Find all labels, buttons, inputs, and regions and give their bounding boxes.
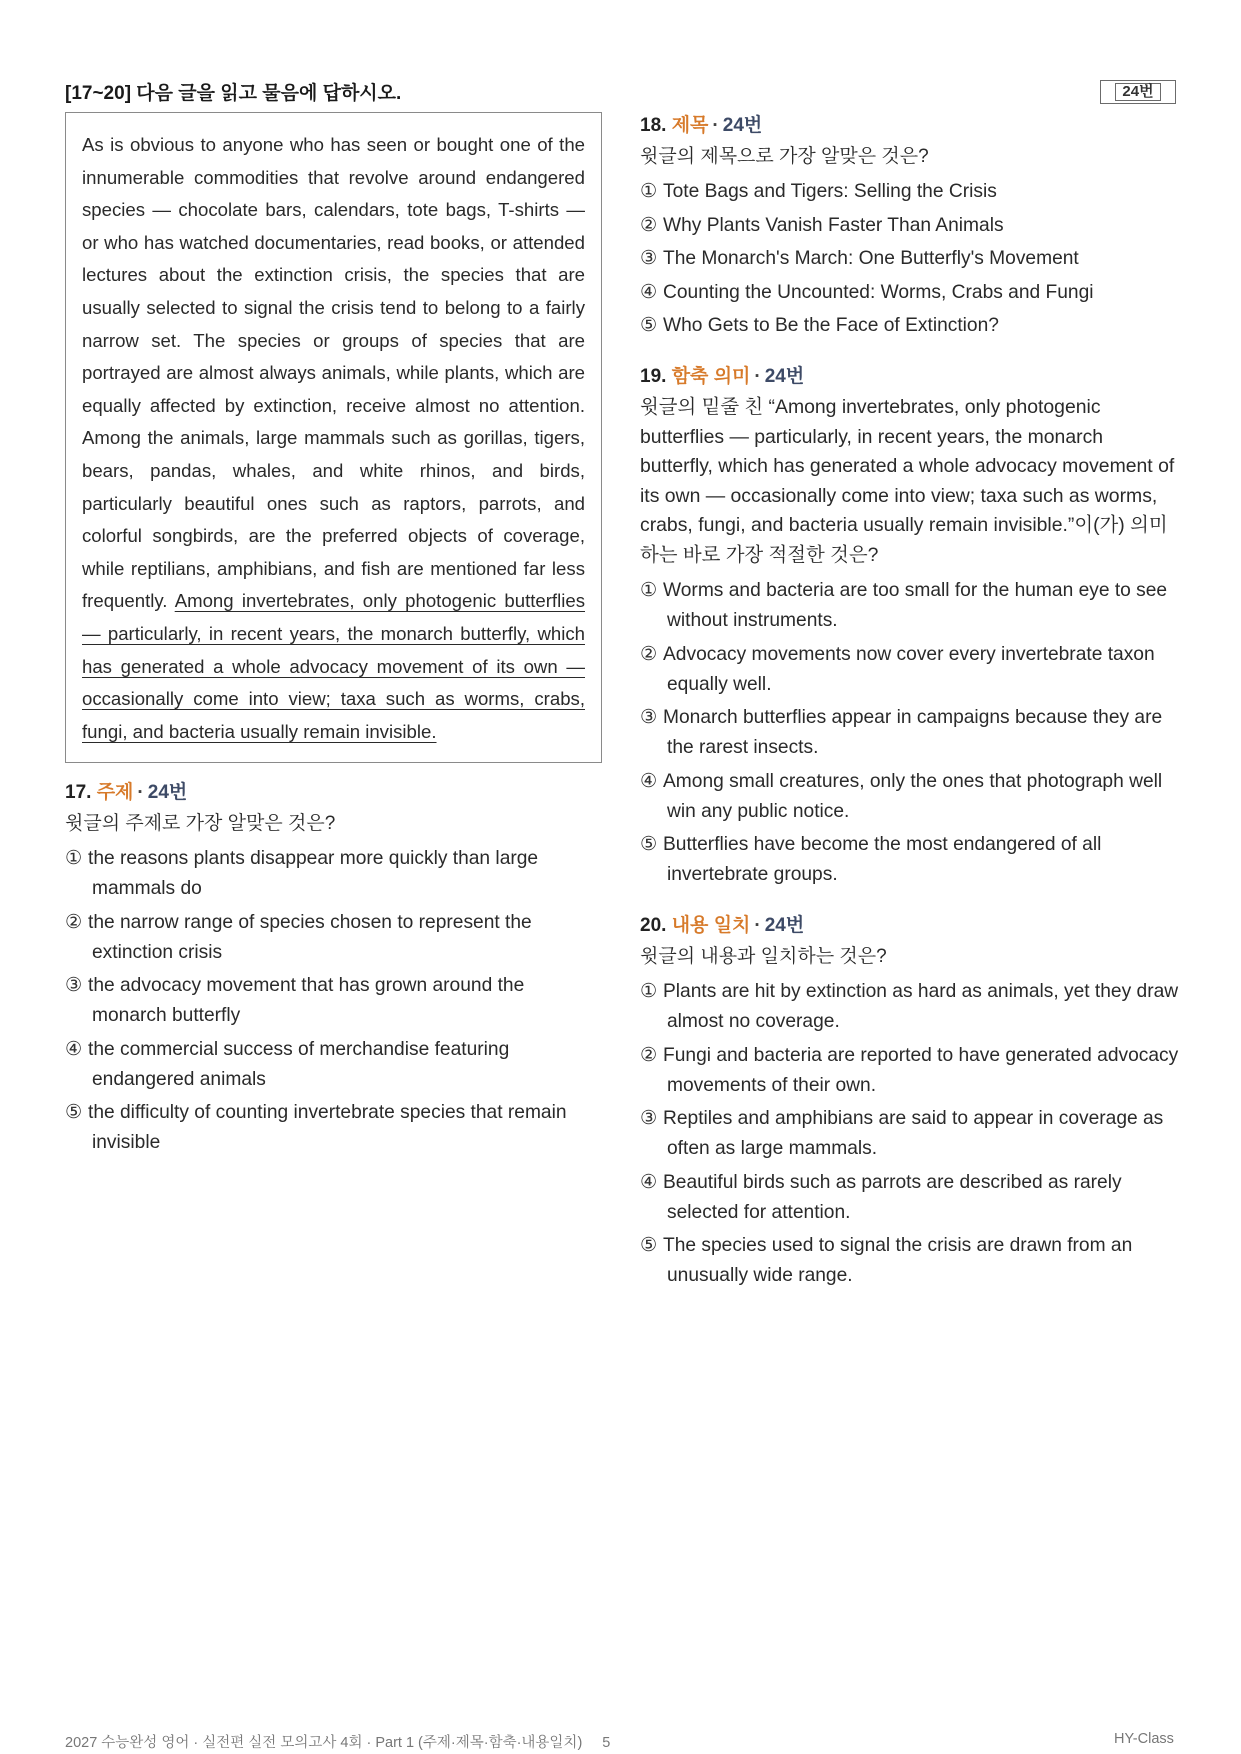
question-type: 주제: [96, 782, 134, 804]
option-text: the narrow range of species chosen to represent the extinction crisis: [88, 911, 532, 963]
question-prompt: 윗글의 내용과 일치하는 것은?: [640, 946, 887, 967]
option-2[interactable]: [640, 211, 1180, 241]
page-number: 5: [602, 1735, 611, 1751]
option-list: [65, 844, 602, 1158]
option-3[interactable]: [640, 703, 1180, 763]
option-text: the advocacy movement that has grown around the monarch butterfly: [88, 975, 525, 1027]
option-1[interactable]: [65, 844, 602, 904]
separator-dot: ·: [754, 366, 761, 387]
option-mark: ③: [640, 1108, 658, 1129]
option-text: Among small creatures, only the ones that photograph well win any public notice.: [663, 770, 1163, 822]
option-text: Counting the Uncounted: Worms, Crabs and Fungi: [663, 281, 1094, 303]
option-mark: ⑤: [640, 1235, 658, 1256]
separator-dot: ·: [712, 115, 719, 136]
option-5[interactable]: [640, 830, 1180, 890]
option-mark: ③: [640, 707, 658, 728]
question-number: 18.: [640, 115, 667, 136]
option-1[interactable]: [640, 576, 1180, 636]
option-list: [640, 977, 1180, 1291]
option-mark: ③: [640, 248, 658, 269]
option-mark: ③: [65, 975, 83, 997]
question-18: [640, 112, 1180, 341]
passage-underlined-sentence: Among invertebrates, only photogenic butterflies — particularly, in recent years, the monarch butterfly, which has generated a whole advocacy movement of its own — occasionally come into view; taxa such as worms, crabs, fungi, and bacteria usually remain invisible.: [82, 590, 585, 742]
question-tag-label: 24번: [1115, 83, 1160, 101]
left-column: [65, 112, 602, 1162]
option-5[interactable]: [65, 1098, 602, 1158]
option-list: [640, 177, 1180, 341]
question-type: 제목: [671, 115, 709, 136]
option-mark: ②: [640, 214, 658, 236]
option-text: the commercial success of merchandise featuring endangered animals: [88, 1038, 510, 1090]
option-5[interactable]: [640, 311, 1180, 341]
question-20: [640, 912, 1180, 1291]
reading-passage: [65, 112, 602, 763]
option-text: Fungi and bacteria are reported to have generated advocacy movements of their own.: [663, 1044, 1179, 1096]
option-mark: ①: [640, 580, 658, 601]
question-prompt: 윗글의 밑줄 친 “Among invertebrates, only photogenic butterflies — particularly, in recent years, the monarch butterfly, which has generated a whole advocacy movement of its own — occasionally come into view; taxa such as worms, crabs, fungi, and bacteria usually remain invisible.”이(가) 의미하는 바로 가장 적절한 것은?: [640, 396, 1175, 566]
option-1[interactable]: [640, 977, 1180, 1037]
question-code: 24번: [764, 366, 805, 387]
option-mark: ⑤: [640, 834, 658, 855]
option-text: Who Gets to Be the Face of Extinction?: [663, 315, 999, 336]
option-text: the difficulty of counting invertebrate species that remain invisible: [88, 1102, 567, 1154]
option-text: Beautiful birds such as parrots are described as rarely selected for attention.: [663, 1171, 1122, 1223]
option-text: Worms and bacteria are too small for the human eye to see without instruments.: [663, 580, 1168, 631]
option-mark: ④: [640, 770, 658, 792]
footer-title: 2027 수능완성 영어 · 실전편 실전 모의고사 4회 · Part 1 (주제·제목·함축·내용일치): [65, 1735, 583, 1751]
question-19: [640, 363, 1180, 890]
section-instruction: [17~20] 다음 글을 읽고 물음에 답하시오.: [65, 83, 402, 104]
question-title: [640, 363, 1180, 391]
question-code: 24번: [722, 115, 763, 136]
passage-text: As is obvious to anyone who has seen or bought one of the innumerable commodities that revolve around endangered species — chocolate bars, calendars, tote bags, T-shirts — or who has watched documentaries, read books, or attended lectures about the extinction crisis, the species that are usually selected to signal the crisis tend to belong to a fairly narrow set. The species or groups of species that are portrayed are almost always animals, while plants, which are equally affected by extinction, receive almost no attention. Among the animals, large mammals such as gorillas, tigers, bears, pandas, whales, and white rhinos, and birds, particularly beautiful ones such as raptors, parrots, and colorful songbirds, are the preferred objects of coverage, while reptilians, amphibians, and fish are mentioned far less frequently.: [82, 134, 585, 612]
option-5[interactable]: [640, 1231, 1180, 1291]
question-prompt: 윗글의 주제로 가장 알맞은 것은?: [65, 813, 336, 835]
option-2[interactable]: [640, 640, 1180, 700]
option-text: Plants are hit by extinction as hard as animals, yet they draw almost no coverage.: [663, 981, 1179, 1032]
question-title: [65, 779, 602, 807]
question-type: 내용 일치: [671, 915, 751, 936]
option-list: [640, 576, 1180, 890]
footer-info: [65, 1731, 610, 1752]
question-number: 17.: [65, 782, 92, 804]
question-tag: [1100, 80, 1176, 104]
option-3[interactable]: [640, 244, 1180, 274]
option-text: The species used to signal the crisis are drawn from an unusually wide range.: [663, 1235, 1133, 1286]
option-3[interactable]: [640, 1104, 1180, 1164]
option-mark: ④: [640, 1171, 658, 1193]
option-text: the reasons plants disappear more quickly than large mammals do: [88, 848, 539, 900]
option-4[interactable]: [640, 1168, 1180, 1228]
separator-dot: ·: [754, 915, 761, 936]
option-mark: ④: [65, 1038, 83, 1060]
option-mark: ④: [640, 281, 658, 303]
option-mark: ②: [640, 643, 658, 665]
right-column: [640, 112, 1180, 1295]
option-text: Why Plants Vanish Faster Than Animals: [663, 214, 1004, 236]
option-4[interactable]: [640, 767, 1180, 827]
option-2[interactable]: [65, 908, 602, 968]
option-mark: ②: [65, 911, 83, 933]
question-number: 19.: [640, 366, 667, 387]
question-code: 24번: [147, 782, 188, 804]
option-2[interactable]: [640, 1041, 1180, 1101]
option-text: The Monarch's March: One Butterfly's Movement: [663, 248, 1079, 269]
option-mark: ⑤: [640, 315, 658, 336]
separator-dot: ·: [137, 782, 144, 804]
option-mark: ①: [65, 848, 83, 870]
question-number: 20.: [640, 915, 667, 936]
question-title: [640, 912, 1180, 940]
option-text: Reptiles and amphibians are said to appear in coverage as often as large mammals.: [663, 1108, 1164, 1159]
question-title: [640, 112, 1180, 140]
option-4[interactable]: [65, 1035, 602, 1095]
question-type: 함축 의미: [671, 366, 751, 387]
option-mark: ②: [640, 1044, 658, 1066]
option-text: Butterflies have become the most endangered of all invertebrate groups.: [663, 834, 1102, 885]
option-mark: ⑤: [65, 1102, 83, 1124]
option-mark: ①: [640, 181, 658, 202]
option-text: Advocacy movements now cover every invertebrate taxon equally well.: [663, 643, 1155, 695]
option-4[interactable]: [640, 278, 1180, 308]
question-prompt: 윗글의 제목으로 가장 알맞은 것은?: [640, 146, 929, 167]
option-1[interactable]: [640, 177, 1180, 207]
option-text: Monarch butterflies appear in campaigns because they are the rarest insects.: [663, 707, 1163, 758]
option-mark: ①: [640, 981, 658, 1002]
option-3[interactable]: [65, 971, 602, 1031]
option-text: Tote Bags and Tigers: Selling the Crisis: [663, 181, 997, 202]
footer-brand: HY-Class: [1114, 1731, 1174, 1747]
question-17: [65, 779, 602, 1158]
question-code: 24번: [764, 915, 805, 936]
